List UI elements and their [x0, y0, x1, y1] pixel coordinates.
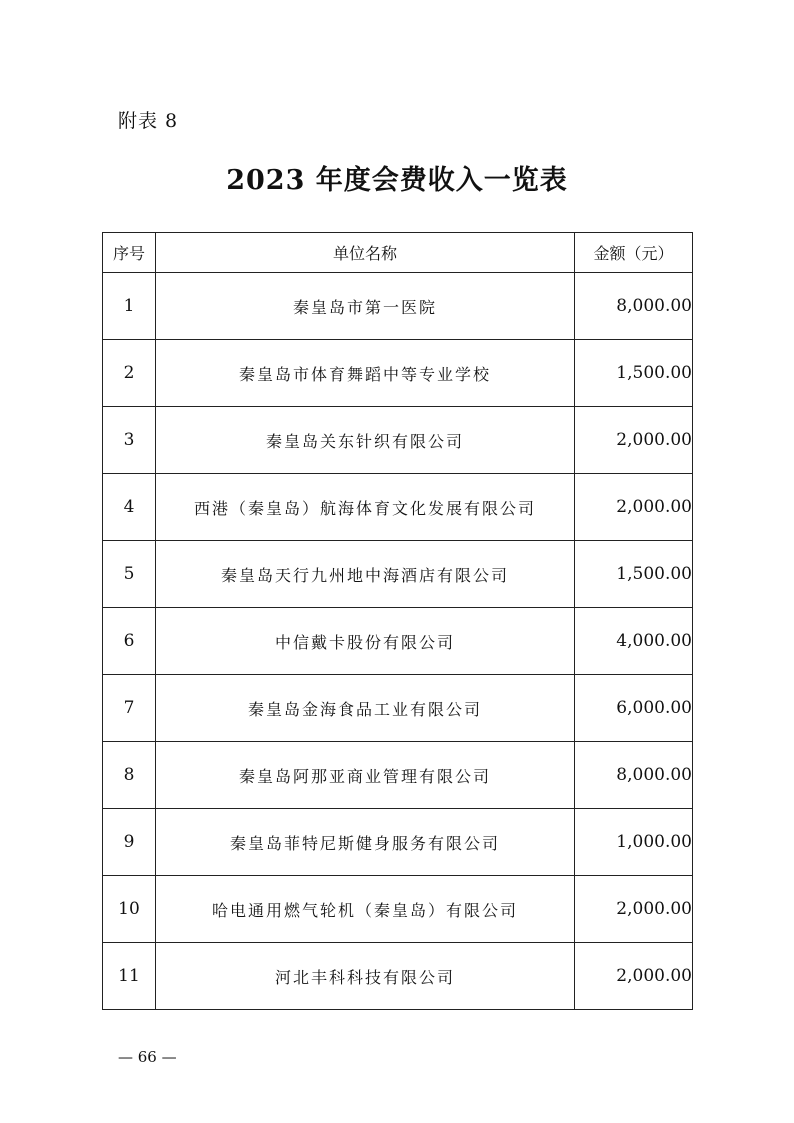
table-header-row [103, 233, 693, 273]
cell-no: 6 [103, 608, 156, 675]
cell-amount: 1,500.00 [575, 541, 693, 608]
header-no: 序号 [103, 233, 156, 273]
cell-name: 秦皇岛菲特尼斯健身服务有限公司 [156, 809, 575, 876]
cell-name: 中信戴卡股份有限公司 [156, 608, 575, 675]
cell-name: 秦皇岛市体育舞蹈中等专业学校 [156, 340, 575, 407]
cell-amount: 4,000.00 [575, 608, 693, 675]
appendix-label: 附表 8 [118, 110, 179, 132]
cell-amount: 2,000.00 [575, 876, 693, 943]
table-row [103, 608, 693, 675]
cell-amount: 8,000.00 [575, 273, 693, 340]
cell-name: 秦皇岛市第一医院 [156, 273, 575, 340]
cell-no: 10 [103, 876, 156, 943]
cell-no: 5 [103, 541, 156, 608]
cell-name: 秦皇岛金海食品工业有限公司 [156, 675, 575, 742]
cell-amount: 2,000.00 [575, 943, 693, 1010]
cell-amount: 6,000.00 [575, 675, 693, 742]
cell-no: 9 [103, 809, 156, 876]
cell-amount: 8,000.00 [575, 742, 693, 809]
cell-amount: 1,000.00 [575, 809, 693, 876]
page-number: — 66 — [118, 1048, 177, 1066]
cell-name: 河北丰科科技有限公司 [156, 943, 575, 1010]
table-row [103, 407, 693, 474]
cell-no: 1 [103, 273, 156, 340]
table-row [103, 675, 693, 742]
table-row [103, 340, 693, 407]
table-row [103, 742, 693, 809]
cell-name: 哈电通用燃气轮机（秦皇岛）有限公司 [156, 876, 575, 943]
cell-amount: 2,000.00 [575, 407, 693, 474]
cell-amount: 2,000.00 [575, 474, 693, 541]
table-row [103, 876, 693, 943]
table-row [103, 474, 693, 541]
cell-no: 7 [103, 675, 156, 742]
cell-name: 西港（秦皇岛）航海体育文化发展有限公司 [156, 474, 575, 541]
header-name: 单位名称 [156, 233, 575, 273]
table-row [103, 541, 693, 608]
page-title: 2023 年度会费收入一览表 [226, 165, 568, 196]
header-amount: 金额（元） [575, 233, 693, 273]
fee-income-table [102, 232, 693, 1010]
cell-no: 2 [103, 340, 156, 407]
cell-name: 秦皇岛关东针织有限公司 [156, 407, 575, 474]
cell-no: 8 [103, 742, 156, 809]
cell-name: 秦皇岛阿那亚商业管理有限公司 [156, 742, 575, 809]
table-row [103, 273, 693, 340]
cell-name: 秦皇岛天行九州地中海酒店有限公司 [156, 541, 575, 608]
cell-amount: 1,500.00 [575, 340, 693, 407]
cell-no: 11 [103, 943, 156, 1010]
table-row [103, 943, 693, 1010]
cell-no: 3 [103, 407, 156, 474]
table-row [103, 809, 693, 876]
cell-no: 4 [103, 474, 156, 541]
